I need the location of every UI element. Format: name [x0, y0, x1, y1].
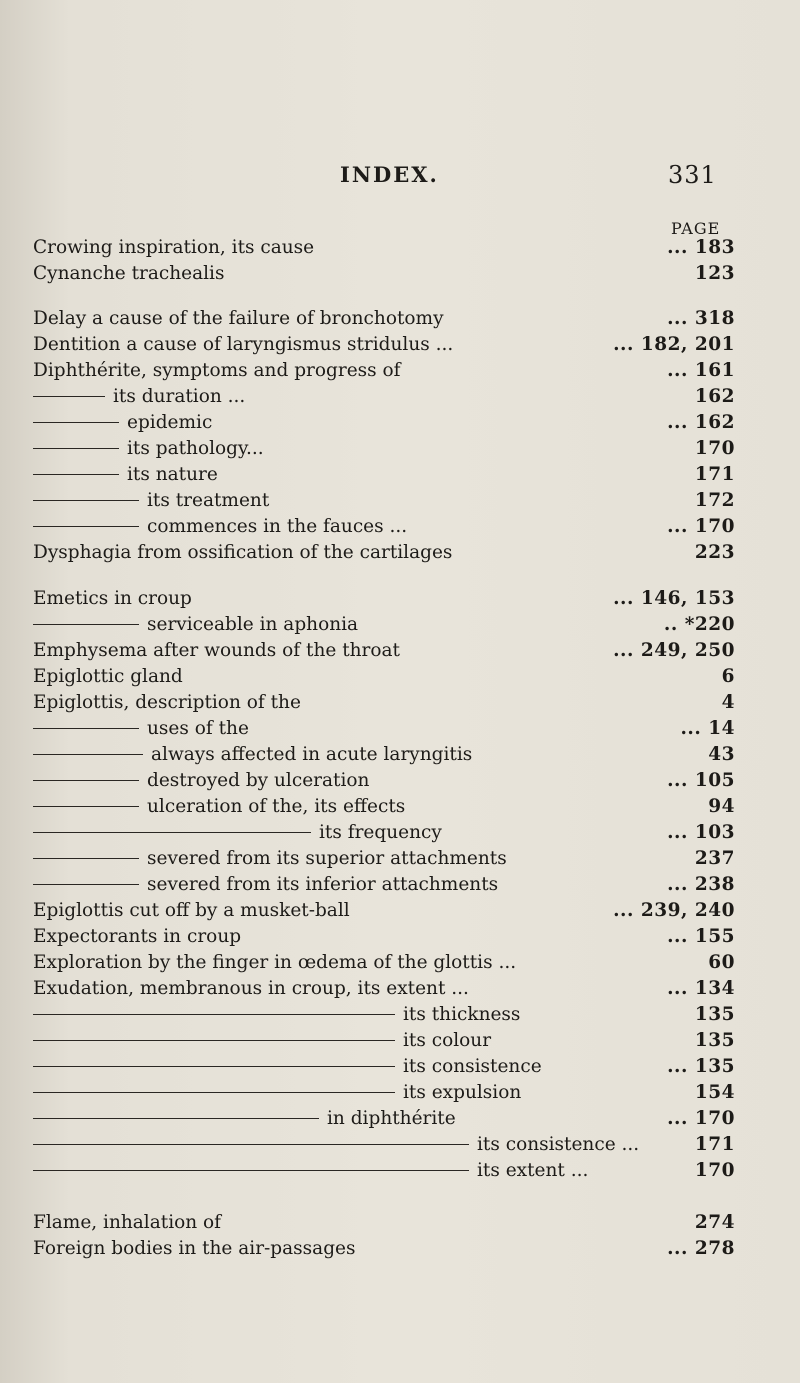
index-entry: [33, 332, 735, 358]
entry-page: 172: [694, 490, 735, 511]
entry-page: 170: [694, 1160, 735, 1181]
continuation-dash: [33, 806, 139, 807]
index-entry: [33, 261, 735, 287]
entry-page: ... 155: [667, 926, 735, 947]
entry-page: ... 161: [667, 360, 735, 381]
index-entry: [33, 638, 735, 664]
entry-page: 43: [708, 744, 735, 765]
entry-text: its pathology...: [127, 438, 264, 459]
entry-text: Exudation, membranous in croup, its extent ...: [33, 978, 469, 999]
entry-text: Epiglottic gland: [33, 666, 183, 687]
index-subentry: [33, 1106, 735, 1132]
entry-page: 60: [708, 952, 735, 973]
index-subentry: [33, 410, 735, 436]
continuation-dash: [33, 884, 139, 885]
entry-page: ... 105: [667, 770, 735, 791]
index-subentry: [33, 1054, 735, 1080]
index-entry: [33, 976, 735, 1002]
entry-page: ... 278: [667, 1238, 735, 1259]
entry-text: Flame, inhalation of: [33, 1212, 222, 1233]
index-subentry: [33, 846, 735, 872]
entry-page: ... 135: [667, 1056, 735, 1077]
index-subentry: [33, 716, 735, 742]
entry-page: 94: [708, 796, 735, 817]
index-subentry: [33, 794, 735, 820]
continuation-dash: [33, 1170, 469, 1171]
entry-page: ... 162: [667, 412, 735, 433]
entry-text: commences in the fauces ...: [147, 516, 408, 537]
index-subentry: [33, 488, 735, 514]
entry-text: its nature: [127, 464, 218, 485]
entry-page: ... 146, 153: [613, 588, 735, 609]
entry-text: always affected in acute laryngitis: [151, 744, 473, 765]
entry-page: 6: [721, 666, 735, 687]
entry-page: 4: [721, 692, 735, 713]
page-title: INDEX.: [340, 162, 439, 187]
entry-text: Emetics in croup: [33, 588, 192, 609]
entry-page: 123: [694, 263, 735, 284]
entry-page: ... 170: [667, 1108, 735, 1129]
index-subentry: [33, 872, 735, 898]
continuation-dash: [33, 1066, 395, 1067]
entry-page: 154: [694, 1082, 735, 1103]
entry-page: 171: [694, 1134, 735, 1155]
index-subentry: [33, 1002, 735, 1028]
entry-text: Delay a cause of the failure of bronchotomy: [33, 308, 444, 329]
continuation-dash: [33, 1092, 395, 1093]
entry-text: its duration ...: [113, 386, 246, 407]
index-entry: [33, 235, 735, 261]
entry-text: Epiglottis cut off by a musket-ball: [33, 900, 350, 921]
entry-text: destroyed by ulceration: [147, 770, 370, 791]
entry-text: uses of the: [147, 718, 249, 739]
index-subentry: [33, 514, 735, 540]
entry-page: ... 134: [667, 978, 735, 999]
entry-text: its consistence: [403, 1056, 542, 1077]
continuation-dash: [33, 500, 139, 501]
entry-page: .. *220: [663, 614, 735, 635]
entry-page: ... 318: [667, 308, 735, 329]
continuation-dash: [33, 396, 105, 397]
continuation-dash: [33, 624, 139, 625]
entry-text: severed from its superior attachments: [147, 848, 507, 869]
index-entry: [33, 664, 735, 690]
page-number: 331: [668, 161, 717, 189]
entry-text: Dentition a cause of laryngismus stridulus ...: [33, 334, 454, 355]
index-entry: [33, 950, 735, 976]
entry-text: its consistence ...: [477, 1134, 640, 1155]
entry-text: severed from its inferior attachments: [147, 874, 499, 895]
entry-page: ... 170: [667, 516, 735, 537]
continuation-dash: [33, 1118, 319, 1119]
index-entry: [33, 690, 735, 716]
entry-text: ulceration of the, its effects: [147, 796, 406, 817]
continuation-dash: [33, 858, 139, 859]
entry-page: 237: [694, 848, 735, 869]
index-subentry: [33, 436, 735, 462]
continuation-dash: [33, 1040, 395, 1041]
entry-page: ... 182, 201: [613, 334, 735, 355]
index-entry: [33, 924, 735, 950]
index-entry: [33, 898, 735, 924]
continuation-dash: [33, 728, 139, 729]
entry-text: its frequency: [319, 822, 442, 843]
index-subentry: [33, 768, 735, 794]
entry-page: 135: [694, 1004, 735, 1025]
entry-page: ... 249, 250: [613, 640, 735, 661]
index-subentry: [33, 1132, 735, 1158]
index-entry: [33, 358, 735, 384]
continuation-dash: [33, 1144, 469, 1145]
entry-text: Foreign bodies in the air-passages: [33, 1238, 356, 1259]
entry-text: its thickness: [403, 1004, 521, 1025]
entry-text: its treatment: [147, 490, 270, 511]
continuation-dash: [33, 754, 143, 755]
index-subentry: [33, 1158, 735, 1184]
index-subentry: [33, 1080, 735, 1106]
index-subentry: [33, 462, 735, 488]
entry-text: Epiglottis, description of the: [33, 692, 301, 713]
index-subentry: [33, 742, 735, 768]
entry-page: 223: [694, 542, 735, 563]
entry-text: in diphthérite: [327, 1108, 456, 1129]
entry-text: its expulsion: [403, 1082, 522, 1103]
entry-page: 171: [694, 464, 735, 485]
page-column-label: PAGE: [671, 219, 721, 238]
entry-page: 135: [694, 1030, 735, 1051]
entry-text: its extent ...: [477, 1160, 589, 1181]
entry-text: its colour: [403, 1030, 492, 1051]
index-subentry: [33, 612, 735, 638]
index-entry: [33, 306, 735, 332]
entry-text: Expectorants in croup: [33, 926, 242, 947]
entry-text: Exploration by the finger in œdema of the glottis ...: [33, 952, 517, 973]
entry-text: epidemic: [127, 412, 213, 433]
entry-page: ... 183: [667, 237, 735, 258]
index-entry: [33, 1236, 735, 1262]
entry-text: Diphthérite, symptoms and progress of: [33, 360, 401, 381]
entry-page: 170: [694, 438, 735, 459]
continuation-dash: [33, 474, 119, 475]
continuation-dash: [33, 1014, 395, 1015]
continuation-dash: [33, 422, 119, 423]
entry-text: serviceable in aphonia: [147, 614, 359, 635]
continuation-dash: [33, 832, 311, 833]
continuation-dash: [33, 526, 139, 527]
entry-page: 162: [694, 386, 735, 407]
continuation-dash: [33, 448, 119, 449]
entry-text: Crowing inspiration, its cause: [33, 237, 315, 258]
entry-page: ... 14: [680, 718, 735, 739]
index-entry: [33, 1210, 735, 1236]
entry-page: ... 239, 240: [613, 900, 735, 921]
continuation-dash: [33, 780, 139, 781]
index-entry: [33, 586, 735, 612]
entry-page: ... 238: [667, 874, 735, 895]
entry-text: Dysphagia from ossification of the cartilages: [33, 542, 453, 563]
index-subentry: [33, 384, 735, 410]
entry-page: 274: [694, 1212, 735, 1233]
index-subentry: [33, 1028, 735, 1054]
index-subentry: [33, 820, 735, 846]
index-entry: [33, 540, 735, 566]
entry-page: ... 103: [667, 822, 735, 843]
entry-text: Emphysema after wounds of the throat: [33, 640, 400, 661]
entry-text: Cynanche trachealis: [33, 263, 225, 284]
